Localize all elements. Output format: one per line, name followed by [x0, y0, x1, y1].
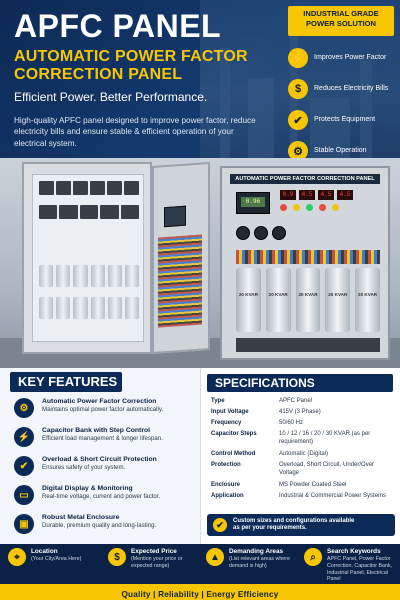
- capacitor: [39, 265, 53, 287]
- footer-desc: (Mention your price or expected range): [131, 556, 183, 569]
- display-icon: ▭: [14, 485, 34, 505]
- shield-icon: ✔: [288, 110, 308, 130]
- subtitle-line-1: AUTOMATIC POWER FACTOR: [14, 48, 248, 65]
- digital-meter: 4.5: [318, 190, 334, 200]
- spec-row: [211, 398, 395, 406]
- industrial-grade-badge: [288, 6, 394, 36]
- spec-row: [211, 462, 395, 478]
- feature-text: [42, 485, 160, 505]
- benefit-label: Reduces Electricity Bills: [314, 84, 389, 92]
- spec-value: MS Powder Coated Steel: [279, 482, 347, 488]
- cabinet-door: [152, 162, 210, 354]
- capacitor: [91, 297, 105, 319]
- feature-item: [14, 485, 196, 505]
- feature-desc: Real-time voltage, current and power factor.: [42, 493, 161, 501]
- section-title: SPECIFICATIONS: [215, 376, 315, 390]
- contactor: [121, 205, 139, 219]
- panel-photo: [0, 158, 400, 368]
- footer-desc: (Your City/Area Here): [31, 556, 82, 563]
- spec-key: Protection: [211, 462, 241, 468]
- breaker: [56, 181, 71, 195]
- feature-title: Robust Metal Enclosure: [42, 514, 120, 521]
- footer-demanding-areas: [206, 548, 298, 570]
- benefit-label: Stable Operation: [314, 146, 367, 154]
- breaker: [90, 181, 105, 195]
- contactor: [100, 205, 118, 219]
- indicator-lamp: [332, 204, 339, 211]
- footer-text: [229, 548, 298, 570]
- capacitor: [56, 265, 70, 287]
- capacitor: [39, 297, 53, 319]
- capacitor: [73, 265, 87, 287]
- spec-key: Capacitor Steps: [211, 431, 257, 437]
- capacitor-label: 20 KVAR: [238, 292, 258, 297]
- footer-location: [8, 548, 100, 566]
- footer-title: Location: [31, 548, 58, 555]
- tagline: Efficient Power. Better Performance.: [14, 90, 208, 104]
- benefit-item: [288, 75, 394, 103]
- feature-text: [42, 514, 156, 534]
- selector-switch: [254, 226, 268, 240]
- bottom-slogan-bar: [0, 584, 400, 600]
- spec-key: Frequency: [211, 420, 242, 426]
- spec-key: Type: [211, 398, 225, 404]
- selector-switch: [272, 226, 286, 240]
- spec-row: [211, 493, 395, 501]
- pf-meter-reading: 0.96: [241, 197, 265, 207]
- closed-cabinet-right: [220, 166, 390, 360]
- spec-value: Industrial & Commercial Power Systems: [279, 493, 387, 499]
- location-icon: ⌖: [8, 548, 26, 566]
- benefit-item: [288, 106, 394, 134]
- capacitor: [125, 297, 139, 319]
- footer-text: [131, 548, 200, 570]
- feature-item: [14, 456, 196, 476]
- subtitle-line-2: CORRECTION PANEL: [14, 66, 183, 83]
- indicator-lamp: [306, 204, 313, 211]
- footer-desc: APFC Panel, Power Factor Correction, Capacitor Bank, Industrial Panel, Electrical Panel: [327, 556, 393, 583]
- info-footer: [0, 544, 400, 584]
- wire-bundle: [158, 235, 202, 328]
- gear-icon: ⚙: [288, 141, 308, 158]
- capacitor-row: [39, 265, 139, 287]
- feature-text: [42, 427, 163, 447]
- feature-title: Overload & Short Circuit Protection: [42, 456, 157, 463]
- feature-item: [14, 398, 196, 418]
- indicator-lamp: [293, 204, 300, 211]
- spec-value: 10 / 12 / 16 / 20 / 30 KVAR (as per requirement): [279, 431, 371, 445]
- feature-text: [42, 456, 157, 476]
- breaker: [39, 181, 54, 195]
- capacitor: [296, 268, 321, 332]
- custom-note-text: [233, 518, 354, 533]
- feature-item: [14, 514, 196, 534]
- capacitor: [108, 297, 122, 319]
- footer-desc: (List relevant areas where demand is high): [229, 556, 290, 569]
- hero-description: High-quality APFC panel designed to improve power factor, reduce electricity bills and ensure stable & efficient operation of your electrical system.: [14, 116, 256, 148]
- selector-switches: [236, 226, 286, 240]
- footer-title: Demanding Areas: [229, 548, 284, 555]
- pf-meter: [236, 192, 270, 214]
- cabinet-interior: [32, 174, 144, 342]
- feature-title: Digital Display & Monitoring: [42, 485, 133, 492]
- capacitor-label: 20 KVAR: [358, 292, 378, 297]
- feature-desc: Efficient load management & longer lifespan.: [42, 435, 163, 443]
- capacitor: [125, 265, 139, 287]
- breaker: [107, 181, 122, 195]
- slogan: Quality | Reliability | Energy Efficiency: [121, 590, 279, 599]
- digital-meter: 4.5: [299, 190, 315, 200]
- indicator-lamps: [280, 204, 339, 211]
- capacitor: [236, 268, 261, 332]
- wiring: [236, 250, 380, 264]
- feature-desc: Maintains optimal power factor automatically.: [42, 406, 164, 414]
- feature-desc: Ensures safety of your system.: [42, 464, 126, 472]
- feature-text: [42, 398, 163, 418]
- custom-sizes-note: [207, 514, 395, 536]
- spec-key: Input Voltage: [211, 409, 249, 415]
- specifications-heading: [207, 374, 393, 392]
- capacitor: [108, 265, 122, 287]
- digital-meter: 0.9: [280, 190, 296, 200]
- price-icon: $: [108, 548, 126, 566]
- feature-desc: Durable, premium quality and long-lasting.: [42, 522, 157, 530]
- busbar: [236, 338, 380, 352]
- spec-key: Control Method: [211, 451, 256, 457]
- capacitor: [266, 268, 291, 332]
- capacitor-row: [39, 297, 139, 319]
- footer-text: [327, 548, 398, 583]
- spec-row: [211, 420, 395, 428]
- capacitor-label: 20 KVAR: [328, 292, 348, 297]
- open-cabinet-left: [22, 162, 152, 354]
- warning-icon: ▲: [206, 548, 224, 566]
- enclosure-icon: ▣: [14, 514, 34, 534]
- panel-nameplate: AUTOMATIC POWER FACTOR CORRECTION PANEL: [230, 174, 380, 184]
- digital-meter: 4.5: [337, 190, 353, 200]
- benefit-label: Improves Power Factor: [314, 53, 387, 61]
- spec-value: 415V (3 Phase): [279, 409, 321, 415]
- feature-title: Automatic Power Factor Correction: [42, 398, 157, 405]
- spec-row: [211, 409, 395, 417]
- capacitor: [73, 297, 87, 319]
- custom-note-line-1: Custom sizes and configurations available: [233, 517, 355, 524]
- gear-icon: ⚙: [14, 398, 34, 418]
- check-icon: ✔: [213, 518, 227, 532]
- spec-row: [211, 451, 395, 459]
- contactor-row: [39, 205, 139, 219]
- key-features-section: [0, 368, 200, 544]
- breaker: [124, 181, 139, 195]
- spec-value: Overload, Short Circuit, Under/Over Voltage: [279, 462, 375, 476]
- contactor: [39, 205, 57, 219]
- capacitor-label: 20 KVAR: [298, 292, 318, 297]
- badge-line-1: INDUSTRIAL GRADE: [303, 9, 379, 18]
- capacitor: [91, 265, 105, 287]
- specifications-section: [200, 368, 400, 544]
- spec-value: Automatic (Digital): [279, 451, 329, 457]
- indicator-lamp: [280, 204, 287, 211]
- custom-note-line-2: as per your requirements.: [233, 525, 307, 531]
- contactor: [59, 205, 77, 219]
- breaker: [73, 181, 88, 195]
- hero-banner: [0, 0, 400, 158]
- page-title: APFC PANEL: [14, 8, 222, 44]
- benefit-label: Protects Equipment: [314, 115, 376, 123]
- breaker-row: [39, 181, 139, 195]
- section-title: KEY FEATURES: [18, 374, 118, 389]
- contactor: [80, 205, 98, 219]
- spec-key: Enclosure: [211, 482, 241, 488]
- selector-switch: [236, 226, 250, 240]
- feature-item: [14, 427, 196, 447]
- benefit-item: [288, 44, 394, 72]
- lightning-icon: ⚡: [288, 48, 308, 68]
- feature-title: Capacitor Bank with Step Control: [42, 427, 151, 434]
- footer-title: Search Keywords: [327, 548, 381, 555]
- footer-expected-price: [108, 548, 200, 570]
- capacitor: [355, 268, 380, 332]
- capacitor-bank: [236, 268, 380, 332]
- footer-text: [31, 548, 81, 566]
- key-features-heading: [10, 372, 122, 392]
- spec-key: Application: [211, 493, 244, 499]
- benefits-list: [288, 44, 394, 158]
- capacitor: [56, 297, 70, 319]
- spec-value: APFC Panel: [279, 398, 313, 404]
- spec-value: 50/60 Hz: [279, 420, 304, 426]
- shield-icon: ✔: [14, 456, 34, 476]
- pf-controller: [164, 206, 186, 228]
- lightning-icon: ⚡: [14, 427, 34, 447]
- footer-title: Expected Price: [131, 548, 177, 555]
- badge-line-2: POWER SOLUTION: [305, 18, 377, 28]
- spec-row: [211, 431, 395, 447]
- footer-search-keywords: [304, 548, 398, 583]
- digital-meters: [280, 190, 353, 200]
- spec-row: [211, 482, 395, 490]
- indicator-lamp: [319, 204, 326, 211]
- search-icon: ⌕: [304, 548, 322, 566]
- capacitor: [325, 268, 350, 332]
- capacitor-label: 20 KVAR: [268, 292, 288, 297]
- benefit-item: [288, 137, 394, 158]
- coins-icon: $: [288, 79, 308, 99]
